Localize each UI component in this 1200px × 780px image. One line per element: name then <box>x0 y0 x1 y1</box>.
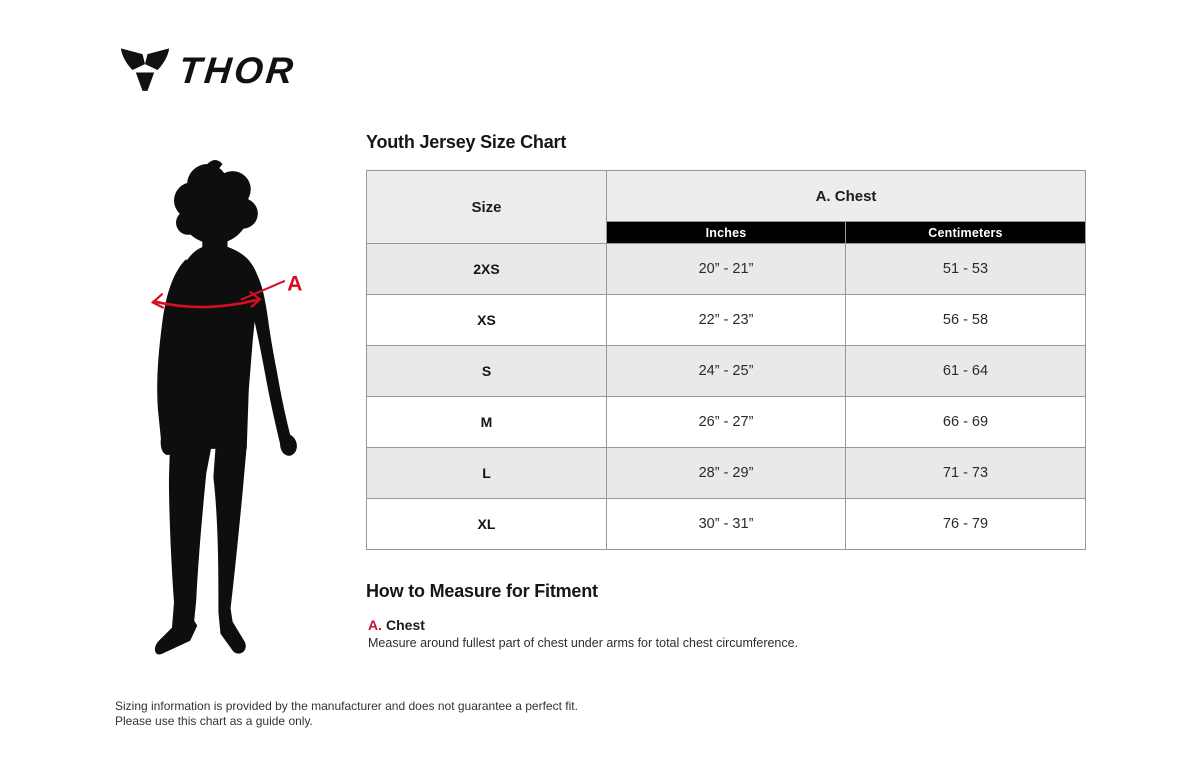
measure-item-chest <box>368 617 928 650</box>
inches-cell: 28” - 29” <box>607 448 846 499</box>
thor-horns-icon <box>120 48 170 92</box>
measure-item-heading <box>368 617 928 633</box>
table-row-xl <box>367 499 1086 550</box>
table-row-xs <box>367 295 1086 346</box>
size-chart-table <box>366 170 1086 550</box>
measure-item-description: Measure around fullest part of chest under arms for total chest circumference. <box>368 636 799 650</box>
child-silhouette <box>138 158 310 663</box>
centimeters-cell: 51 - 53 <box>846 244 1086 295</box>
table-row-m <box>367 397 1086 448</box>
measure-guide-title: How to Measure for Fitment <box>366 581 598 601</box>
measurement-figure <box>138 158 310 663</box>
measure-item-label: Chest <box>386 617 425 633</box>
centimeters-cell: 71 - 73 <box>846 448 1086 499</box>
inches-cell: 22” - 23” <box>607 295 846 346</box>
centimeters-cell: 66 - 69 <box>846 397 1086 448</box>
table-row-2xs <box>367 244 1086 295</box>
centimeters-cell: 61 - 64 <box>846 346 1086 397</box>
size-chart-title: Youth Jersey Size Chart <box>366 132 567 152</box>
centimeters-column-header: Centimeters <box>846 222 1086 244</box>
size-cell: S <box>367 346 607 397</box>
brand-wordmark: THOR <box>176 49 298 91</box>
centimeters-cell: 56 - 58 <box>846 295 1086 346</box>
disclaimer-line-1: Sizing information is provided by the manufacturer and does not guarantee a perfect fit. <box>115 699 578 713</box>
size-cell: XL <box>367 499 607 550</box>
sizing-disclaimer <box>115 699 578 728</box>
table-header-row <box>367 171 1086 222</box>
size-cell: 2XS <box>367 244 607 295</box>
chest-annotation-label: A <box>287 272 303 296</box>
size-cell: M <box>367 397 607 448</box>
inches-cell: 20” - 21” <box>607 244 846 295</box>
centimeters-cell: 76 - 79 <box>846 499 1086 550</box>
table-row-l <box>367 448 1086 499</box>
chest-group-header: A. Chest <box>607 171 1086 222</box>
size-column-header: Size <box>367 171 607 244</box>
disclaimer-line-2: Please use this chart as a guide only. <box>115 713 313 728</box>
size-cell: L <box>367 448 607 499</box>
table-row-s <box>367 346 1086 397</box>
inches-cell: 26” - 27” <box>607 397 846 448</box>
size-cell: XS <box>367 295 607 346</box>
inches-cell: 30” - 31” <box>607 499 846 550</box>
measure-item-key: A. <box>368 617 382 633</box>
inches-cell: 24” - 25” <box>607 346 846 397</box>
brand-logo <box>120 47 296 93</box>
inches-column-header: Inches <box>607 222 846 244</box>
